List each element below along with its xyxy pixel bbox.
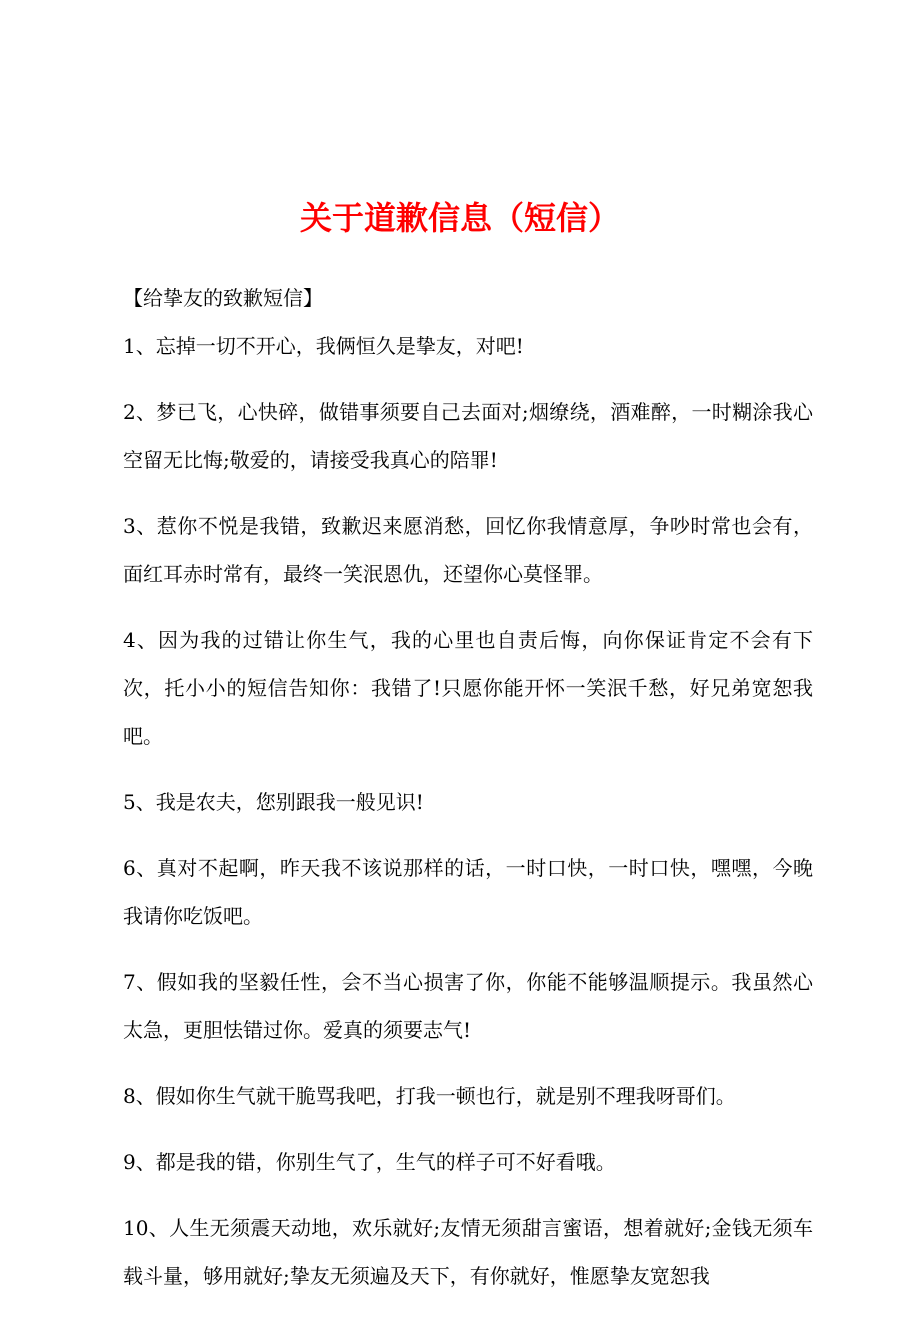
paragraph-3: 3、惹你不悦是我错，致歉迟来愿消愁，回忆你我情意厚，争吵时常也会有，面红耳赤时常有，最终一笑泯恩仇，还望你心莫怪罪。 (123, 514, 813, 586)
paragraph-8: 8、假如你生气就干脆骂我吧，打我一顿也行，就是别不理我呀哥们。 (123, 1084, 736, 1108)
paragraph-2: 2、梦已飞，心快碎，做错事须要自己去面对;烟缭绕，酒难醉，一时糊涂我心空留无比悔;敬爱的，请接受我真心的陪罪! (123, 400, 813, 472)
paragraph-6: 6、真对不起啊，昨天我不该说那样的话，一时口快，一时口快，嘿嘿，今晚我请你吃饭吧。 (123, 856, 813, 928)
paragraph-4: 4、因为我的过错让你生气，我的心里也自责后悔，向你保证肯定不会有下次，托小小的短信告知你：我错了!只愿你能开怀一笑泯千愁，好兄弟宽恕我吧。 (123, 628, 813, 748)
document-body (123, 280, 813, 1318)
paragraph-1: 1、忘掉一切不开心，我俩恒久是挚友，对吧! (123, 334, 524, 358)
paragraph-5: 5、我是农夫，您别跟我一般见识! (123, 790, 424, 814)
paragraph-10: 10、人生无须震天动地，欢乐就好;友情无须甜言蜜语，想着就好;金钱无须车载斗量，够用就好;挚友无须遍及天下，有你就好，惟愿挚友宽恕我 (123, 1216, 813, 1288)
section-heading: 【给挚友的致歉短信】 (123, 286, 323, 310)
paragraph-7: 7、假如我的坚毅任性，会不当心损害了你，你能不能够温顺提示。我虽然心太急，更胆怯错过你。爱真的须要志气! (123, 970, 813, 1042)
document-title: 关于道歉信息（短信） (299, 199, 620, 237)
paragraph-9: 9、都是我的错，你别生气了，生气的样子可不好看哦。 (123, 1150, 616, 1174)
